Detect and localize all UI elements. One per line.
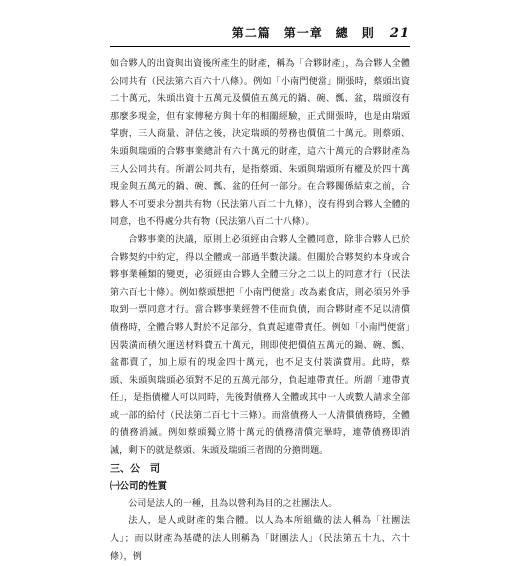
running-header: [110, 24, 410, 42]
running-title: 第二篇 第一章 總 則: [231, 26, 375, 40]
paragraph-joint-property: 如合夥人的出資與出資後所產生的財產，稱為「合夥財產」，為合夥人全體公同共有（民法第六百六十八條）。例如「小南門便當」開張時，蔡頭出資二十萬元，朱頭出資十五萬元及價值五萬元的鍋、碗、瓢、盆，瑞頭沒有那麼多現金，但有家傳秘方與十年的相關經驗，正式開張時，也是由瑞頭掌廚，三人商量、評估之後，決定瑞頭的勞務也價值二十萬元。則蔡頭、朱頭與瑞頭的合夥事業總計有六十萬元的財產，這六十萬元的合夥財產為三人公同共有。所謂公同共有，是指蔡頭、朱頭與瑞頭所有權及於四十萬現金與五萬元的鍋、碗、瓢、盆的任何一部分。在合夥關係結束之前，合夥人不可要求分割共有物（民法第八百二十九條），沒有得到合夥人全體的同意，也不得處分共有物（民法第八百二十八條）。: [110, 59, 410, 228]
header-rule: [110, 46, 410, 47]
body-text: [110, 56, 410, 566]
page-number: 21: [389, 26, 410, 41]
sub-heading: ㈠公司的性質: [110, 481, 168, 493]
paragraph-legal-person: 法人，是人或財產的集合體。以人為本所組織的法人稱為「社團法人」；而以財產為基礎的法人則稱為「財團法人」（民法第五十九、六十條），例: [110, 516, 410, 562]
paragraph-company-definition: 公司是法人的一種，且為以營利為目的之社團法人。: [128, 498, 338, 509]
section-heading: 三、公 司: [110, 463, 160, 475]
paragraph-partnership-resolution: 合夥事業的決議，原則上必須經由合夥人全體同意，除非合夥人已於合夥契約中約定，得以全體或一部過半數決議。但關於合夥契約本身或合夥事業種類的變更，必須經由合夥人全體三分之二以上的同意才行（民法第六百七十條）。例如蔡頭想把「小南門便當」改為素食店，則必須另外爭取到一票同意才行。當合夥事業經營不佳而負債，而合夥財產不足以清償債務時，全體合夥人對於不足部分，負責起連帶責任。例如「小南門便當」因裝潢而積欠運送材料費五十萬元，則即使把價值五萬元的鍋、碗、瓢、盆都賣了，加上原有的現金四十萬元，也不足支付裝潢費用。此時，蔡頭、朱頭與瑞頭必須對不足的五萬元部分，負起連帶責任。所謂「連帶責任」，是指債權人可以同時，先後對債務人全體或其中一人或數人請求全部或一部的給付（民法第二百七十三條）。而當債務人一人清償債務時，全體的債務消滅。例如蔡頭獨立將十萬元的債務清償完畢時，連帶債務即消滅，剩下的就是蔡頭、朱頭及瑞頭三者間的分擔問題。: [110, 234, 410, 457]
